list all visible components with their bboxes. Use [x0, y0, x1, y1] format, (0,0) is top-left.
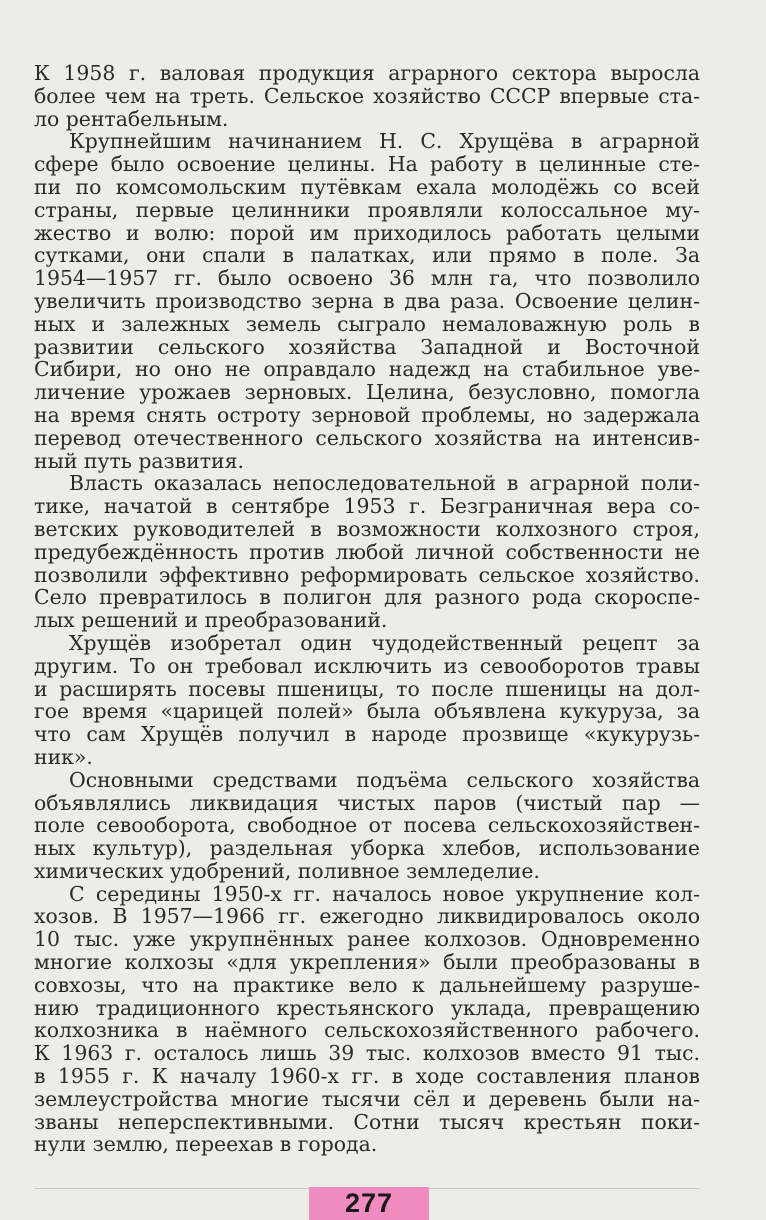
text-line: другим. То он требовал исключить из севооборотов травы: [34, 653, 700, 678]
paragraph: [34, 632, 700, 769]
text-line: Сибири, но оно не оправдало надежд на стабильное уве-: [34, 357, 700, 382]
text-line: К 1958 г. валовая продукция аграрного сектора выросла: [34, 61, 700, 85]
text-line: поле севооборота, свободное от посева сельскохозяйствен-: [34, 813, 700, 838]
text-line: предубеждённость против любой личной собственности не: [34, 539, 700, 564]
text-line: более чем на треть. Сельское хозяйство СССР впервые ста-: [34, 83, 700, 108]
text-line: Основными средствами подъёма сельского хозяйства: [69, 767, 700, 792]
page-number: 277: [344, 1188, 394, 1218]
text-line: химических удобрений, поливное земледелие.: [34, 858, 540, 883]
text-line: в 1955 г. К началу 1960-х гг. в ходе составления планов: [34, 1064, 700, 1089]
paragraph: [34, 130, 700, 472]
text-line: развитии сельского хозяйства Западной и Восточной: [34, 334, 700, 359]
text-line: позволили эффективно реформировать сельское хозяйство.: [34, 562, 700, 587]
text-line: личение урожаев зерновых. Целина, безусловно, помогла: [34, 380, 700, 405]
text-line: пи по комсомольским путёвкам ехала молодёжь со всей: [34, 174, 700, 199]
text-line: перевод отечественного сельского хозяйства на интенсив-: [34, 425, 700, 450]
text-line: ных и залежных земель сыграло немаловажную роль в: [34, 311, 700, 336]
text-line: жество и волю: порой им приходилось работать целыми: [34, 220, 700, 245]
text-line: ник».: [34, 744, 93, 769]
text-line: званы неперспективными. Сотни тысяч крестьян поки-: [34, 1109, 700, 1134]
text-line: сфере было освоение целины. На работу в целинные сте-: [34, 152, 700, 177]
paragraph: [34, 883, 700, 1157]
paragraph: [34, 62, 700, 130]
paragraph: [34, 472, 700, 632]
text-line: 10 тыс. уже укрупнённых ранее колхозов. Одновременно: [34, 927, 700, 952]
text-line: Село превратилось в полигон для разного рода скороспе-: [34, 585, 700, 610]
text-line: хозов. В 1957—1966 гг. ежегодно ликвидировалось около: [34, 904, 700, 929]
text-line: на время снять остроту зерновой проблемы, но задержала: [34, 402, 700, 427]
body-text: [34, 62, 700, 1156]
text-line: страны, первые целинники проявляли колоссальное му-: [34, 197, 700, 222]
text-line: К 1963 г. осталось лишь 39 тыс. колхозов вместо 91 тыс.: [34, 1041, 700, 1066]
text-line: землеустройства многие тысячи сёл и деревень были на-: [34, 1086, 700, 1111]
text-line: гое время «царицей полей» была объявлена кукуруза, за: [34, 699, 700, 724]
text-line: Хрущёв изобретал один чудодейственный рецепт за: [69, 630, 700, 655]
text-line: ный путь развития.: [34, 448, 244, 473]
text-line: ных культур), раздельная уборка хлебов, использование: [34, 836, 700, 861]
text-line: лых решений и преобразований.: [34, 608, 388, 633]
text-line: ветских руководителей в возможности колхозного строя,: [34, 516, 700, 541]
paragraph: [34, 769, 700, 883]
text-line: 1954—1957 гг. было освоено 36 млн га, что позволило: [34, 266, 700, 291]
text-line: колхозника в наёмного сельскохозяйственного рабочего.: [34, 1018, 700, 1043]
text-line: нули землю, переехав в города.: [34, 1132, 378, 1157]
text-line: С середины 1950-х гг. началось новое укрупнение кол-: [69, 881, 700, 906]
text-line: сутками, они спали в палатках, или прямо в поле. За: [34, 243, 700, 268]
text-line: что сам Хрущёв получил в народе прозвище «кукурузь-: [34, 722, 700, 747]
text-line: совхозы, что на практике вело к дальнейшему разруше-: [34, 972, 700, 997]
text-line: многие колхозы «для укрепления» были преобразованы в: [34, 950, 700, 975]
page-number-badge: [309, 1187, 429, 1220]
text-line: и расширять посевы пшеницы, то после пшеницы на дол-: [34, 676, 700, 701]
text-line: тике, начатой в сентябре 1953 г. Безграничная вера со-: [34, 494, 700, 519]
text-line: объявлялись ликвидация чистых паров (чистый пар —: [34, 790, 700, 815]
text-line: нию традиционного крестьянского уклада, превращению: [34, 995, 700, 1020]
text-line: Крупнейшим начинанием Н. С. Хрущёва в аграрной: [69, 129, 700, 154]
text-line: Власть оказалась непоследовательной в аграрной поли-: [69, 471, 700, 496]
text-line: увеличить производство зерна в два раза. Освоение целин-: [34, 288, 700, 313]
text-line: ло рентабельным.: [34, 106, 229, 131]
